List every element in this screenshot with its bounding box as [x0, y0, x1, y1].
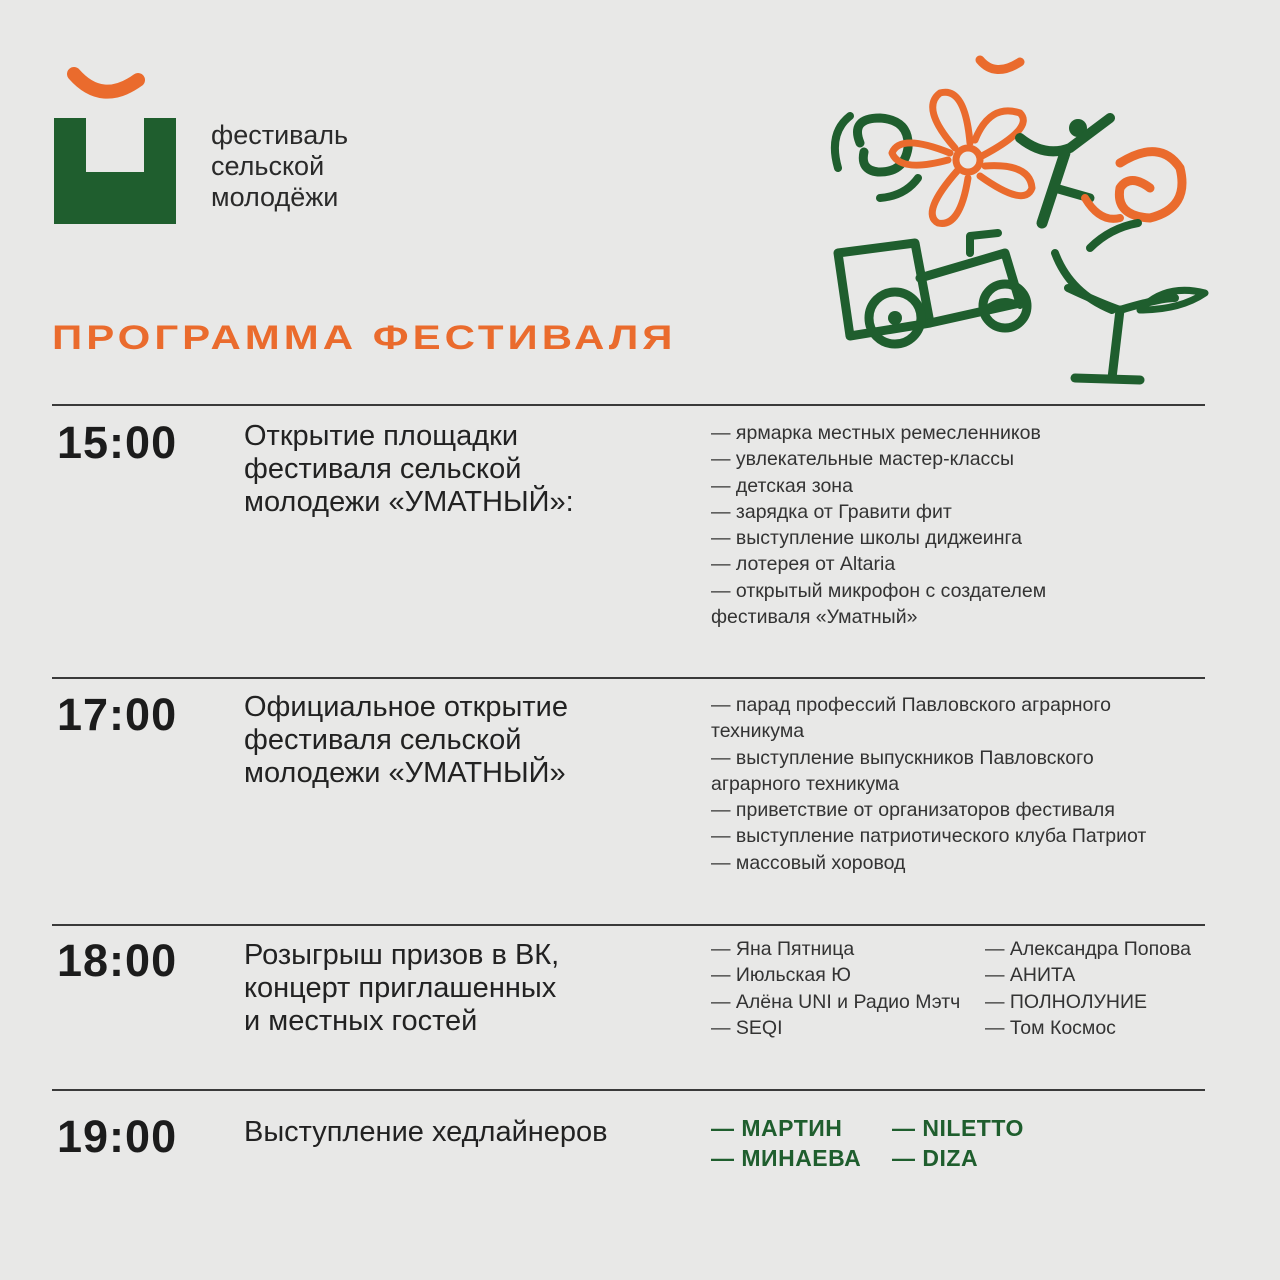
festival-logo-icon [52, 66, 182, 226]
guest-item: — Июльская Ю [711, 964, 851, 987]
logo-text [211, 120, 348, 213]
detail-item: — ярмарка местных ремесленников [711, 422, 1041, 444]
event-title-line: Официальное открытие [244, 691, 568, 723]
event-title-line: молодежи «УМАТНЫЙ» [244, 757, 566, 789]
logo-text-line: молодёжи [211, 182, 339, 212]
guest-item: — Яна Пятница [711, 938, 855, 960]
event-title-line: концерт приглашенных [244, 972, 557, 1004]
headliner-item: — DIZA [892, 1145, 979, 1171]
page-title: ПРОГРАММА ФЕСТИВАЛЯ [52, 318, 677, 357]
headliner-list-right [892, 1113, 1024, 1173]
divider [52, 1089, 1205, 1091]
detail-item: — лотерея от Altaria [711, 553, 896, 576]
guest-item: — Александра Попова [985, 938, 1191, 960]
guest-item: — ПОЛНОЛУНИЕ [985, 990, 1147, 1013]
time-label: 15:00 [57, 417, 178, 468]
detail-item: — открытый микрофон с создателем [711, 579, 1047, 602]
divider [52, 404, 1205, 406]
detail-item: техникума [711, 720, 805, 743]
event-details [711, 692, 1146, 876]
event-title [244, 939, 684, 1038]
headliner-item: — МИНАЕВА [711, 1145, 862, 1171]
detail-item: — массовый хоровод [711, 851, 906, 874]
detail-item: — зарядка от Гравити фит [711, 500, 952, 523]
detail-item: — выступление выпускников Павловского [711, 746, 1094, 769]
logo-text-line: фестиваль [211, 120, 349, 150]
detail-item: — увлекательные мастер-классы [711, 448, 1015, 471]
guest-item: — АНИТА [985, 964, 1076, 987]
guest-item: — SEQI [711, 1016, 783, 1039]
event-title-line: Розыгрыш призов в ВК, [244, 939, 560, 971]
detail-item: — выступление школы диджеинга [711, 527, 1023, 550]
festival-doodle-illustration [820, 48, 1210, 393]
guest-item: — Том Космос [985, 1016, 1116, 1039]
divider [52, 677, 1205, 679]
headliner-item: — МАРТИН [711, 1115, 843, 1141]
logo-text-line: сельской [211, 151, 325, 181]
time-label: 18:00 [57, 935, 178, 986]
event-title-line: фестиваля сельской [244, 724, 522, 756]
event-title-line: молодежи «УМАТНЫЙ»: [244, 486, 574, 518]
guest-item: — Алёна UNI и Радио Мэтч [711, 990, 961, 1013]
event-title [244, 420, 684, 519]
detail-item: — приветствие от организаторов фестиваля [711, 799, 1115, 822]
guest-list-left [711, 936, 960, 1041]
event-title [244, 1116, 684, 1149]
time-label: 19:00 [57, 1111, 178, 1162]
detail-item: — парад профессий Павловского аграрного [711, 694, 1111, 716]
event-title-line: Открытие площадки [244, 420, 519, 452]
event-title-line: Выступление хедлайнеров [244, 1116, 608, 1148]
event-title [244, 691, 684, 790]
detail-item: аграрного техникума [711, 772, 900, 795]
headliner-item: — NILETTO [892, 1115, 1024, 1141]
time-label: 17:00 [57, 689, 178, 740]
event-details [711, 420, 1046, 630]
headliner-list-left [711, 1113, 861, 1173]
detail-item: — детская зона [711, 474, 853, 497]
event-title-line: и местных гостей [244, 1005, 478, 1037]
detail-item: фестиваля «Уматный» [711, 606, 918, 629]
event-title-line: фестиваля сельской [244, 453, 522, 485]
guest-list-right [985, 936, 1191, 1041]
detail-item: — выступление патриотического клуба Патриот [711, 825, 1147, 848]
divider [52, 924, 1205, 926]
